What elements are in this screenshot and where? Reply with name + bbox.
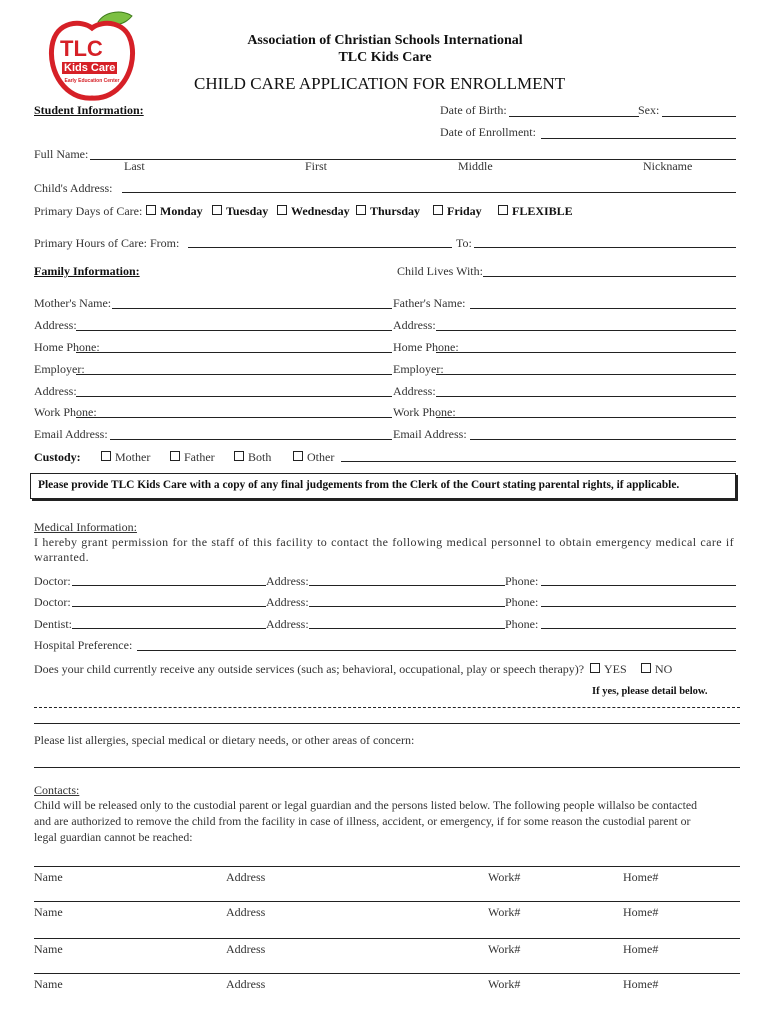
day-tuesday[interactable] [212, 204, 268, 219]
services-no-checkbox[interactable] [641, 663, 651, 673]
contacts-text-3: legal guardian cannot be reached: [34, 830, 193, 844]
medical-address-label: Address: [266, 617, 309, 631]
custody-mother-label: Mother [115, 450, 151, 464]
hours-label: Primary Hours of Care: From: [34, 236, 180, 250]
services-yes[interactable] [590, 662, 627, 677]
friday-label: Friday [447, 204, 482, 218]
father-field-input[interactable] [436, 396, 736, 397]
services-yes-label: YES [604, 662, 627, 676]
mother-field-label: Mother's Name: [34, 296, 112, 310]
thursday-label: Thursday [370, 204, 421, 218]
medical-phone-label: Phone: [505, 574, 539, 588]
mother-field-input[interactable] [76, 396, 392, 397]
friday-checkbox[interactable] [433, 205, 443, 215]
thursday-checkbox[interactable] [356, 205, 366, 215]
contact-name-label: Name [34, 977, 63, 991]
mother-field-label: Work Phone: [34, 405, 97, 419]
medical-address-field[interactable] [309, 628, 505, 629]
family-info-heading: Family Information: [34, 264, 140, 278]
name-middle: Middle [458, 159, 493, 173]
medical-address-label: Address: [266, 595, 309, 609]
tuesday-label: Tuesday [226, 204, 269, 218]
custody-notice-box [30, 473, 736, 499]
services-no-label: NO [655, 662, 673, 676]
custody-father-checkbox[interactable] [170, 451, 180, 461]
father-field-label: Employer: [393, 362, 444, 376]
medical-permission-text: I hereby grant permission for the staff of this facility to contact the following medical personnel to obtain emergency medical care if warranted. [34, 535, 734, 564]
name-last: Last [124, 159, 145, 173]
contact-home-label: Home# [623, 870, 659, 884]
contact-work-label: Work# [488, 977, 521, 991]
contact-row-line[interactable] [34, 866, 740, 867]
medical-phone-label: Phone: [505, 617, 539, 631]
medical-provider-field[interactable] [72, 585, 266, 586]
father-field-input[interactable] [436, 352, 736, 353]
medical-phone-field[interactable] [541, 585, 736, 586]
org-name: Association of Christian Schools International [247, 33, 523, 48]
custody-mother-checkbox[interactable] [101, 451, 111, 461]
contact-work-label: Work# [488, 942, 521, 956]
contact-home-label: Home# [623, 977, 659, 991]
custody-other-label: Other [307, 450, 335, 464]
contact-address-label: Address [226, 977, 266, 991]
day-thursday[interactable] [356, 204, 420, 219]
custody-other-checkbox[interactable] [293, 451, 303, 461]
hospital-label: Hospital Preference: [34, 638, 133, 652]
medical-address-field[interactable] [309, 585, 505, 586]
services-detail-note: If yes, please detail below. [592, 686, 708, 697]
logo-kidscare-text: Kids Care [64, 62, 116, 74]
tuesday-checkbox[interactable] [212, 205, 222, 215]
mother-field-input[interactable] [112, 308, 392, 309]
name-nickname: Nickname [643, 159, 693, 173]
contact-work-label: Work# [488, 905, 521, 919]
logo-small-text: Early Education Center [64, 78, 120, 84]
mother-field-label: Email Address: [34, 427, 108, 441]
services-question: Does your child currently receive any outside services (such as; behavioral, occupational, play or speech therapy)? [34, 662, 585, 676]
hours-to-label: To: [456, 236, 472, 250]
father-field-label: Email Address: [393, 427, 467, 441]
contact-address-label: Address [226, 942, 266, 956]
medical-provider-field[interactable] [72, 628, 266, 629]
form-title: CHILD CARE APPLICATION FOR ENROLLMENT [194, 74, 566, 93]
medical-phone-field[interactable] [541, 606, 736, 607]
services-detail-line-2[interactable] [34, 723, 740, 724]
dob-field[interactable] [509, 116, 639, 117]
medical-provider-label: Dentist: [34, 617, 72, 631]
contacts-heading: Contacts: [34, 783, 80, 797]
mother-field-input[interactable] [76, 330, 392, 331]
medical-heading: Medical Information: [34, 520, 137, 534]
custody-both-checkbox[interactable] [234, 451, 244, 461]
contact-name-label: Name [34, 942, 63, 956]
day-friday[interactable] [433, 204, 482, 219]
mother-field-input[interactable] [76, 374, 392, 375]
medical-provider-label: Doctor: [34, 574, 71, 588]
father-field-input[interactable] [436, 374, 736, 375]
flexible-label: FLEXIBLE [512, 204, 573, 218]
services-no[interactable] [641, 662, 672, 677]
contact-address-label: Address [226, 905, 266, 919]
child-address-label: Child's Address: [34, 181, 113, 195]
hours-to-field[interactable] [474, 247, 736, 248]
medical-address-field[interactable] [309, 606, 505, 607]
lives-with-label: Child Lives With: [397, 264, 483, 278]
contact-name-label: Name [34, 870, 63, 884]
hospital-field[interactable] [137, 650, 736, 651]
wednesday-checkbox[interactable] [277, 205, 287, 215]
enroll-date-field[interactable] [541, 138, 736, 139]
day-monday[interactable] [146, 204, 203, 219]
flexible-checkbox[interactable] [498, 205, 508, 215]
mother-field-input[interactable] [110, 439, 392, 440]
mother-field-input[interactable] [76, 417, 392, 418]
custody-notice-text: Please provide TLC Kids Care with a copy of any final judgements from the Clerk of the Court stating parental rights, if applicable. [38, 479, 680, 491]
days-label: Primary Days of Care: [34, 204, 143, 218]
custody-label: Custody: [34, 450, 81, 464]
logo-tlc-text: TLC [60, 36, 103, 61]
contact-work-label: Work# [488, 870, 521, 884]
contact-row-line[interactable] [34, 938, 740, 939]
medical-phone-label: Phone: [505, 595, 539, 609]
student-info-heading: Student Information: [34, 103, 144, 117]
child-address-field[interactable] [122, 192, 736, 193]
name-first: First [305, 159, 328, 173]
medical-provider-label: Doctor: [34, 595, 71, 609]
mother-field-label: Address: [34, 384, 77, 398]
contact-row-line[interactable] [34, 901, 740, 902]
mother-field-input[interactable] [76, 352, 392, 353]
hours-from-field[interactable] [188, 247, 452, 248]
father-field-label: Work Phone: [393, 405, 456, 419]
wednesday-label: Wednesday [291, 204, 350, 218]
custody-father-label: Father [184, 450, 215, 464]
medical-provider-field[interactable] [72, 606, 266, 607]
day-wednesday[interactable] [277, 204, 350, 219]
mother-field-label: Home Phone: [34, 340, 100, 354]
custody-both[interactable] [234, 450, 271, 465]
dob-label: Date of Birth: [440, 103, 507, 117]
monday-checkbox[interactable] [146, 205, 156, 215]
contact-address-label: Address [226, 870, 266, 884]
father-field-label: Home Phone: [393, 340, 459, 354]
sex-label: Sex: [638, 103, 660, 117]
mother-field-label: Address: [34, 318, 77, 332]
contact-home-label: Home# [623, 905, 659, 919]
custody-mother[interactable] [101, 450, 150, 465]
father-field-input[interactable] [436, 417, 736, 418]
sex-field[interactable] [662, 116, 736, 117]
contact-name-label: Name [34, 905, 63, 919]
father-field-input[interactable] [436, 330, 736, 331]
custody-father[interactable] [170, 450, 215, 465]
full-name-field[interactable] [90, 159, 736, 160]
father-field-label: Address: [393, 318, 436, 332]
day-flexible[interactable] [498, 204, 573, 219]
father-field-input[interactable] [470, 308, 736, 309]
contact-home-label: Home# [623, 942, 659, 956]
allergies-label: Please list allergies, special medical or dietary needs, or other areas of concern: [34, 733, 415, 747]
custody-both-label: Both [248, 450, 272, 464]
mother-field-label: Employer: [34, 362, 85, 376]
custody-other-field[interactable] [341, 461, 736, 462]
full-name-label: Full Name: [34, 147, 89, 161]
contact-row-line[interactable] [34, 973, 740, 974]
custody-other[interactable] [293, 450, 334, 465]
medical-address-label: Address: [266, 574, 309, 588]
contacts-text-1: Child will be released only to the custodial parent or legal guardian and the persons listed below. The following people willalso be contacted [34, 798, 698, 812]
monday-label: Monday [160, 204, 203, 218]
lives-with-field[interactable] [483, 276, 736, 277]
services-detail-line-1[interactable] [34, 707, 740, 708]
medical-phone-field[interactable] [541, 628, 736, 629]
school-name: TLC Kids Care [338, 50, 432, 65]
enroll-date-label: Date of Enrollment: [440, 125, 536, 139]
allergies-field[interactable] [34, 767, 740, 768]
father-field-label: Father's Name: [393, 296, 466, 310]
father-field-label: Address: [393, 384, 436, 398]
services-yes-checkbox[interactable] [590, 663, 600, 673]
father-field-input[interactable] [470, 439, 736, 440]
contacts-text-2: and are authorized to remove the child from the facility in case of illness, accident, or emergency, if for some reason the custodial parent or [34, 814, 691, 828]
